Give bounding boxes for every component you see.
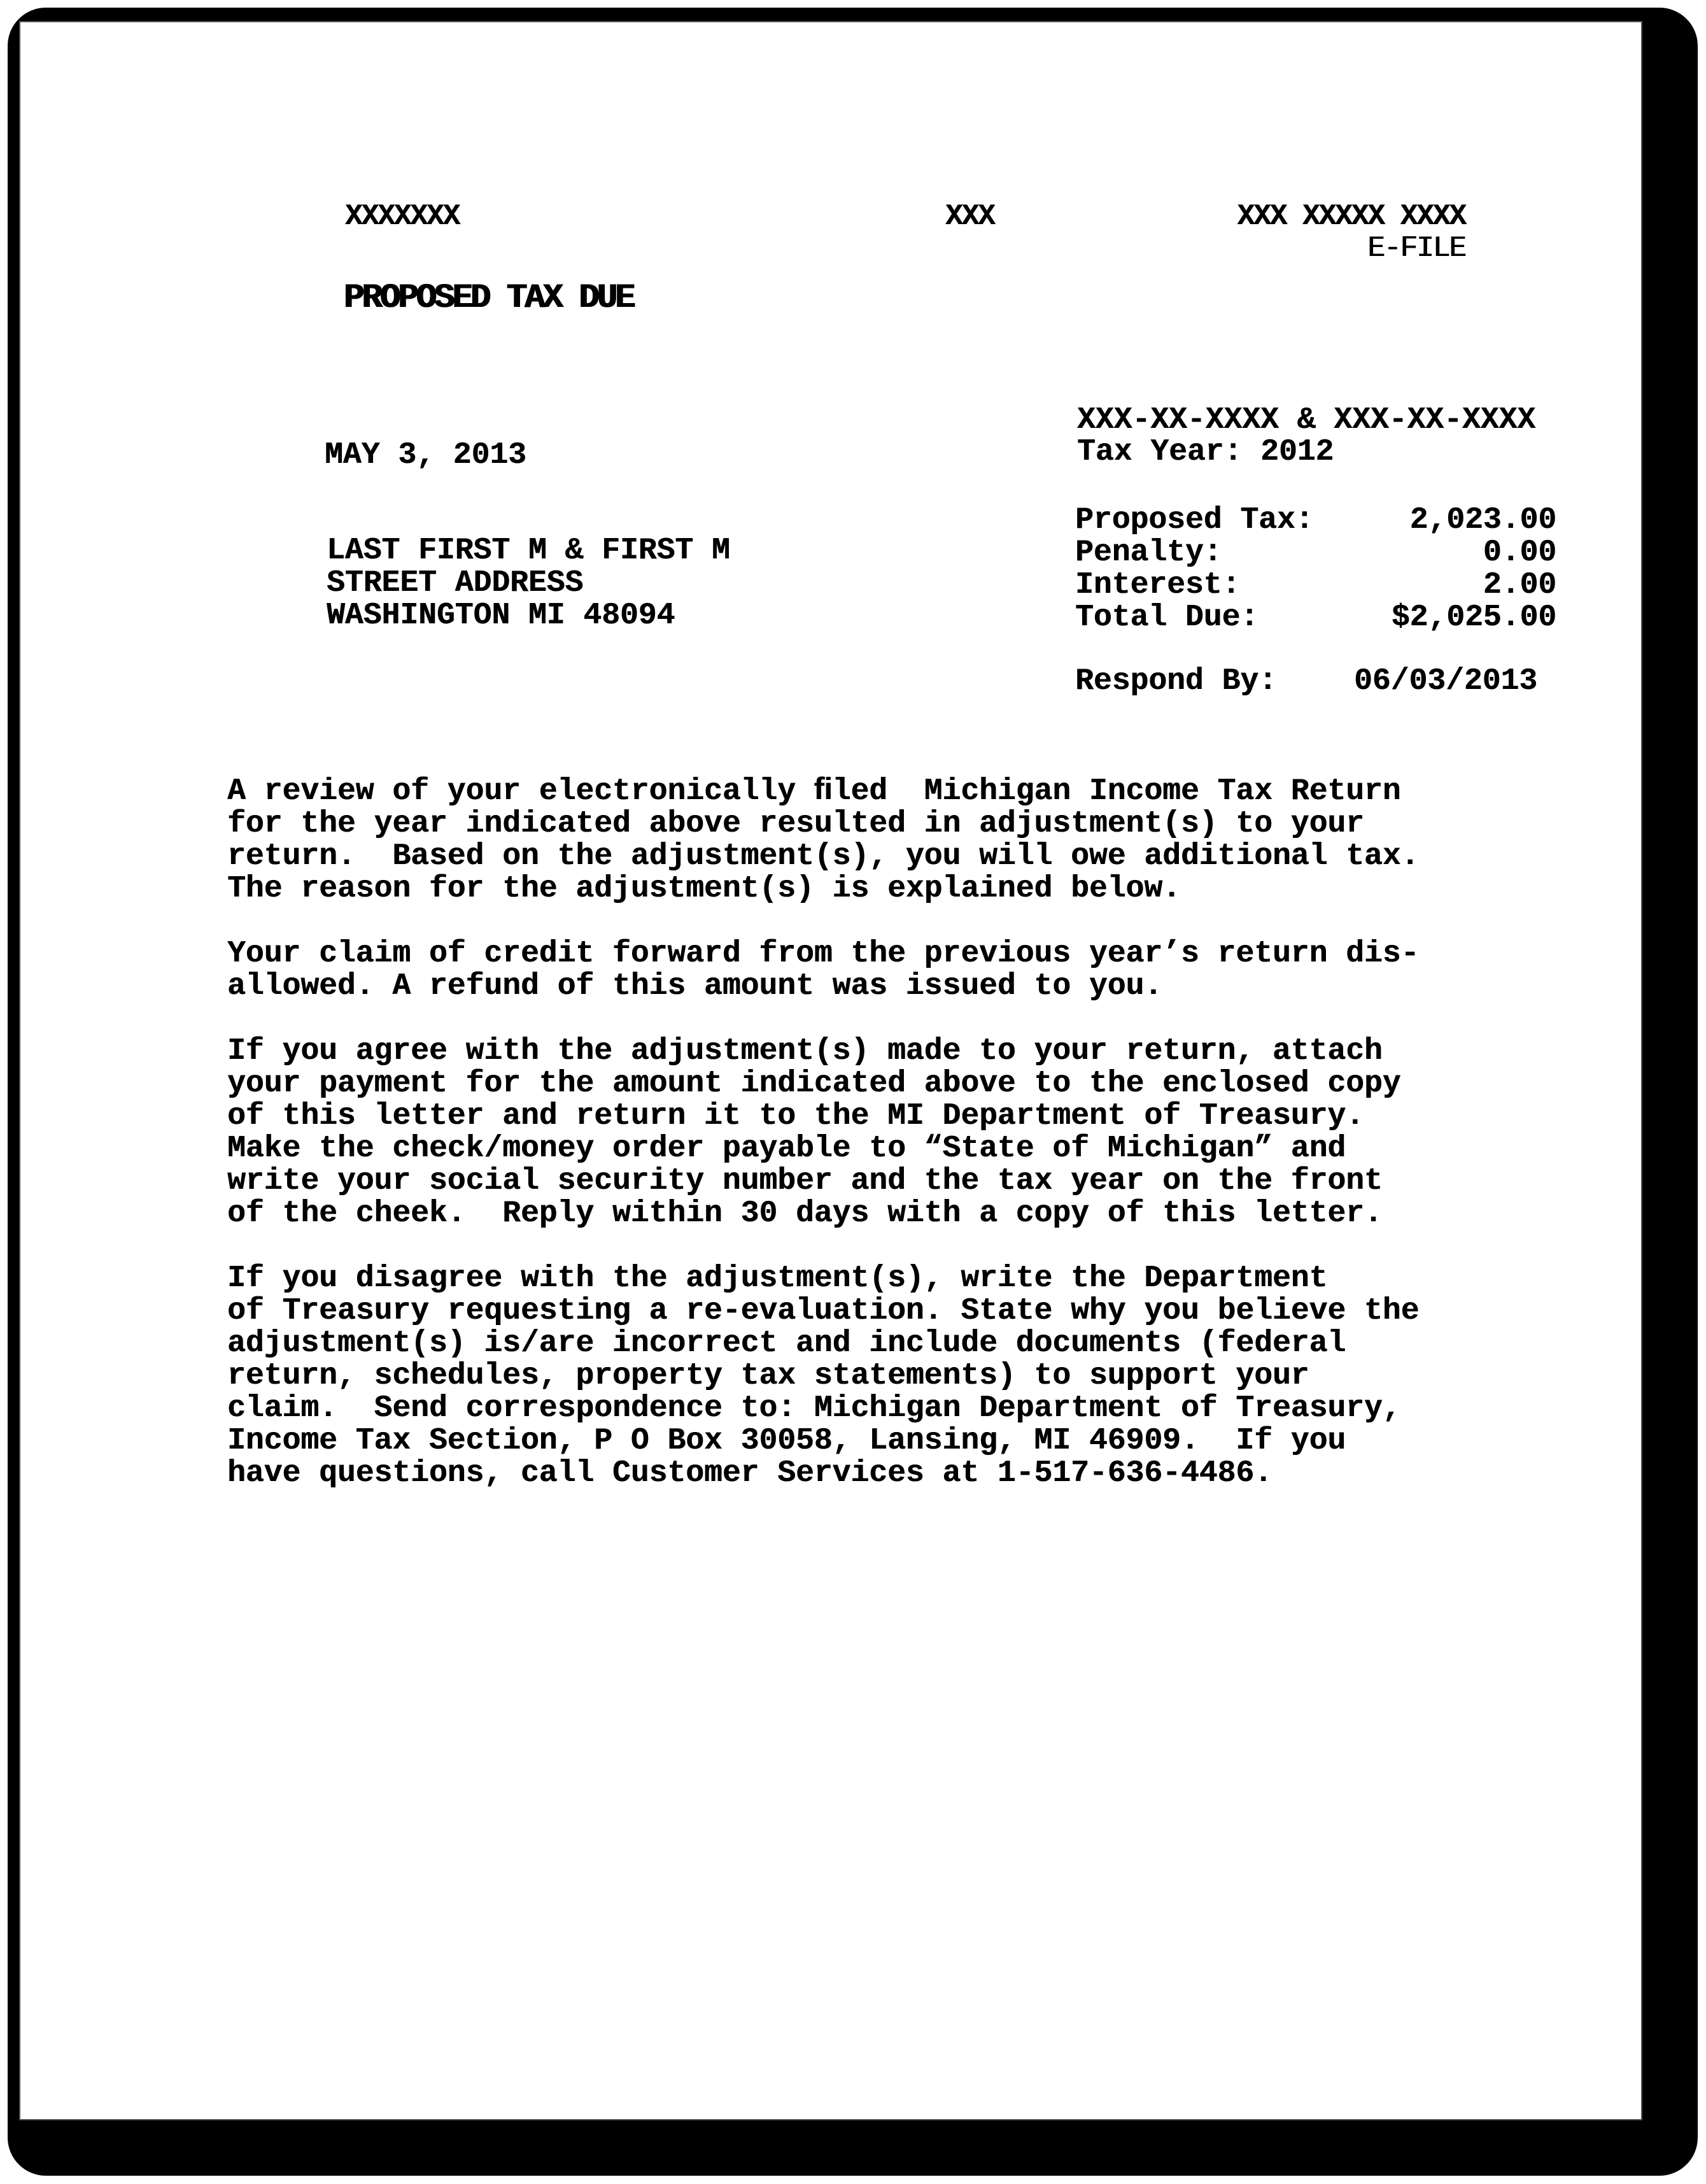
amount-value: 2,023.00: [1409, 503, 1556, 537]
paragraph-line: A review of your electronically ﬁled Michigan Income Tax Return: [227, 774, 1401, 809]
paragraph-line: your payment for the amount indicated above to the enclosed copy: [227, 1067, 1401, 1101]
recipient-street: STREET ADDRESS: [327, 566, 584, 600]
paragraph-line: Income Tax Section, P O Box 30058, Lansing, MI 46909. If you: [227, 1424, 1346, 1458]
amount-value: $2,025.00: [1391, 600, 1556, 635]
paragraph-line: of this letter and return it to the MI Department of Treasury.: [227, 1099, 1364, 1133]
amount-label: Total Due:: [1075, 600, 1259, 635]
recipient-city-state-zip: WASHINGTON MI 48094: [327, 599, 675, 633]
paragraph-line: Your claim of credit forward from the previous year’s return dis-: [227, 937, 1420, 971]
amount-value: 0.00: [1483, 535, 1556, 570]
paragraph-line: return. Based on the adjustment(s), you will owe additional tax.: [227, 839, 1420, 874]
paragraph-line: of the cheek. Reply within 30 days with a copy of this letter.: [227, 1196, 1383, 1231]
paragraph-line: If you disagree with the adjustment(s), write the Department: [227, 1261, 1328, 1296]
respond-by-date: 06/03/2013: [1353, 664, 1537, 698]
amount-label: Interest:: [1075, 568, 1241, 602]
respond-by-row: [1075, 665, 1556, 698]
paragraph-line: for the year indicated above resulted in adjustment(s) to your: [227, 807, 1364, 841]
paragraph-reason: [227, 938, 1500, 1003]
filing-type-label: E-FILE: [1367, 232, 1465, 265]
paragraph-adjustment-notice: [227, 776, 1500, 905]
letter-title: PROPOSED TAX DUE: [344, 279, 633, 318]
letter-date: MAY 3, 2013: [325, 438, 526, 472]
ssn-numbers: XXX-XX-XXXX & XXX-XX-XXXX: [1077, 403, 1536, 437]
amount-row-penalty: [1075, 537, 1556, 569]
paragraph-line: have questions, call Customer Services at 1-517-636-4486.: [227, 1456, 1272, 1491]
paragraph-line: If you agree with the adjustment(s) made to your return, attach: [227, 1034, 1383, 1068]
paragraph-line: allowed. A refund of this amount was issued to you.: [227, 969, 1163, 1003]
letter-page: [19, 21, 1642, 2120]
paragraph-line: adjustment(s) is/are incorrect and include documents (federal: [227, 1326, 1346, 1361]
tax-year: Tax Year: 2012: [1077, 435, 1334, 469]
amount-row-proposed-tax: [1075, 504, 1556, 537]
header-right-code: XXX XXXXX XXXX: [1237, 200, 1465, 233]
amount-row-interest: [1075, 569, 1556, 602]
amount-label: Proposed Tax:: [1075, 503, 1314, 537]
paragraph-line: The reason for the adjustment(s) is explained below.: [227, 872, 1181, 906]
amount-label: Penalty:: [1075, 535, 1222, 570]
paragraph-line: write your social security number and the tax year on the front: [227, 1164, 1383, 1198]
paragraph-line: Make the check/money order payable to “State of Michigan” and: [227, 1131, 1346, 1166]
paragraph-disagree-instructions: [227, 1263, 1500, 1490]
recipient-name: LAST FIRST M & FIRST M: [327, 534, 730, 568]
header-left-code: XXXXXXX: [345, 200, 460, 233]
paragraph-line: claim. Send correspondence to: Michigan Department of Treasury,: [227, 1391, 1401, 1426]
paragraph-line: return, schedules, property tax statements) to support your: [227, 1359, 1309, 1393]
respond-by-label: Respond By:: [1075, 664, 1277, 698]
paragraph-agree-instructions: [227, 1035, 1500, 1230]
amount-row-total-due: [1075, 602, 1556, 634]
header-center-code: XXX: [945, 200, 994, 233]
paragraph-line: of Treasury requesting a re-evaluation. State why you believe the: [227, 1294, 1420, 1328]
amount-value: 2.00: [1483, 568, 1556, 602]
